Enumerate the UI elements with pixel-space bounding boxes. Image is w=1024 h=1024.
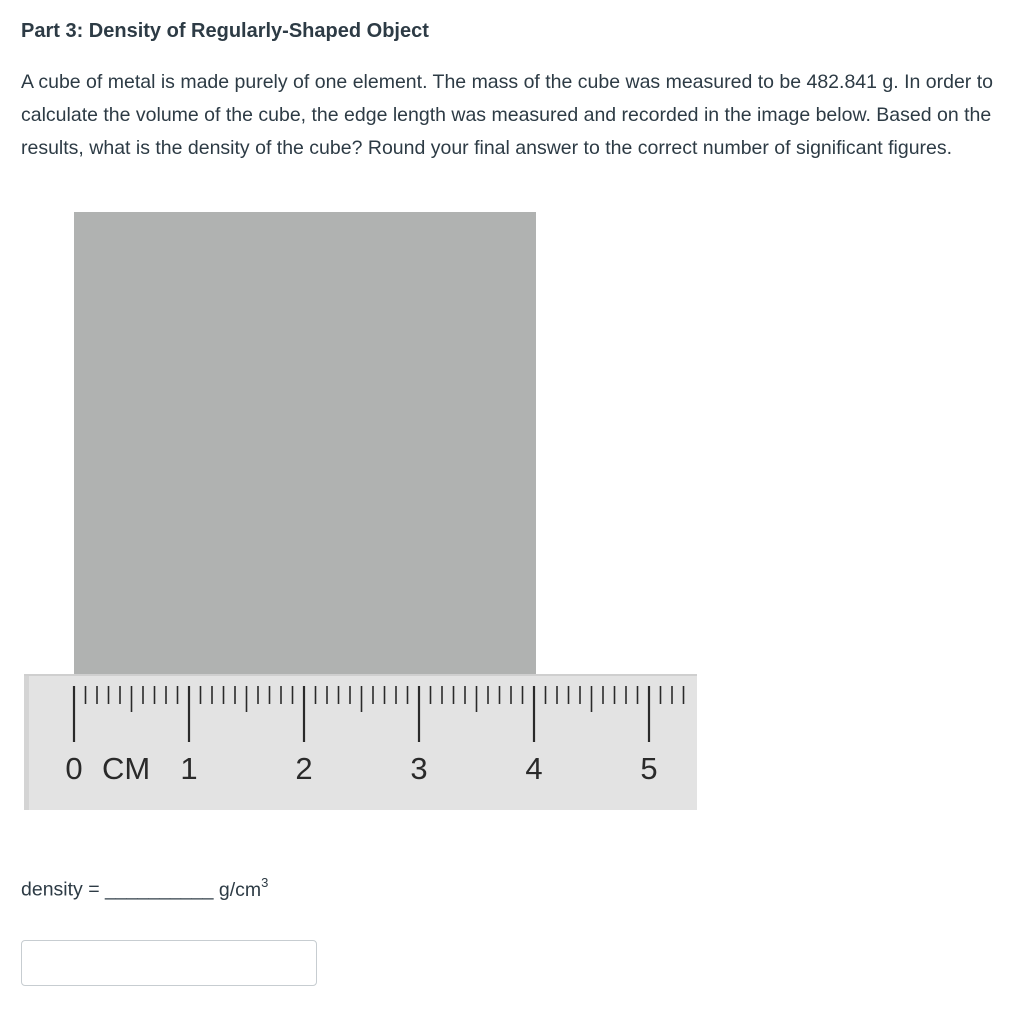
answer-unit-base: g/cm xyxy=(218,878,262,901)
question-text: A cube of metal is made purely of one element. The mass of the cube was measured to be 482.841 g. In order to calculate the volume of the cube, the edge length was measured and recorded in the image below. Based on the results, what is the density of the cube? Round your final answer to the correct number of significant figures. xyxy=(21,71,993,159)
cube-ruler-figure xyxy=(24,212,697,810)
metal-cube xyxy=(74,212,536,674)
answer-row xyxy=(21,876,268,902)
ruler-shadow-left xyxy=(24,674,29,810)
answer-unit xyxy=(218,875,269,901)
ruler-label-1: 1 xyxy=(180,751,198,786)
ruler xyxy=(24,674,697,810)
ruler-label-5: 5 xyxy=(640,751,658,786)
density-answer-input[interactable] xyxy=(21,940,317,986)
ruler-body xyxy=(24,674,697,810)
answer-unit-exponent: 3 xyxy=(261,875,269,890)
ruler-label-4: 4 xyxy=(525,751,543,786)
ruler-label-3: 3 xyxy=(410,751,428,786)
ruler-unit-label: CM xyxy=(102,751,151,786)
question-title: Part 3: Density of Regularly-Shaped Object xyxy=(21,20,429,42)
answer-blank: __________ xyxy=(105,878,214,901)
ruler-label-2: 2 xyxy=(295,751,313,786)
answer-label: density = xyxy=(21,878,100,901)
ruler-label-0: 0 xyxy=(65,751,83,786)
